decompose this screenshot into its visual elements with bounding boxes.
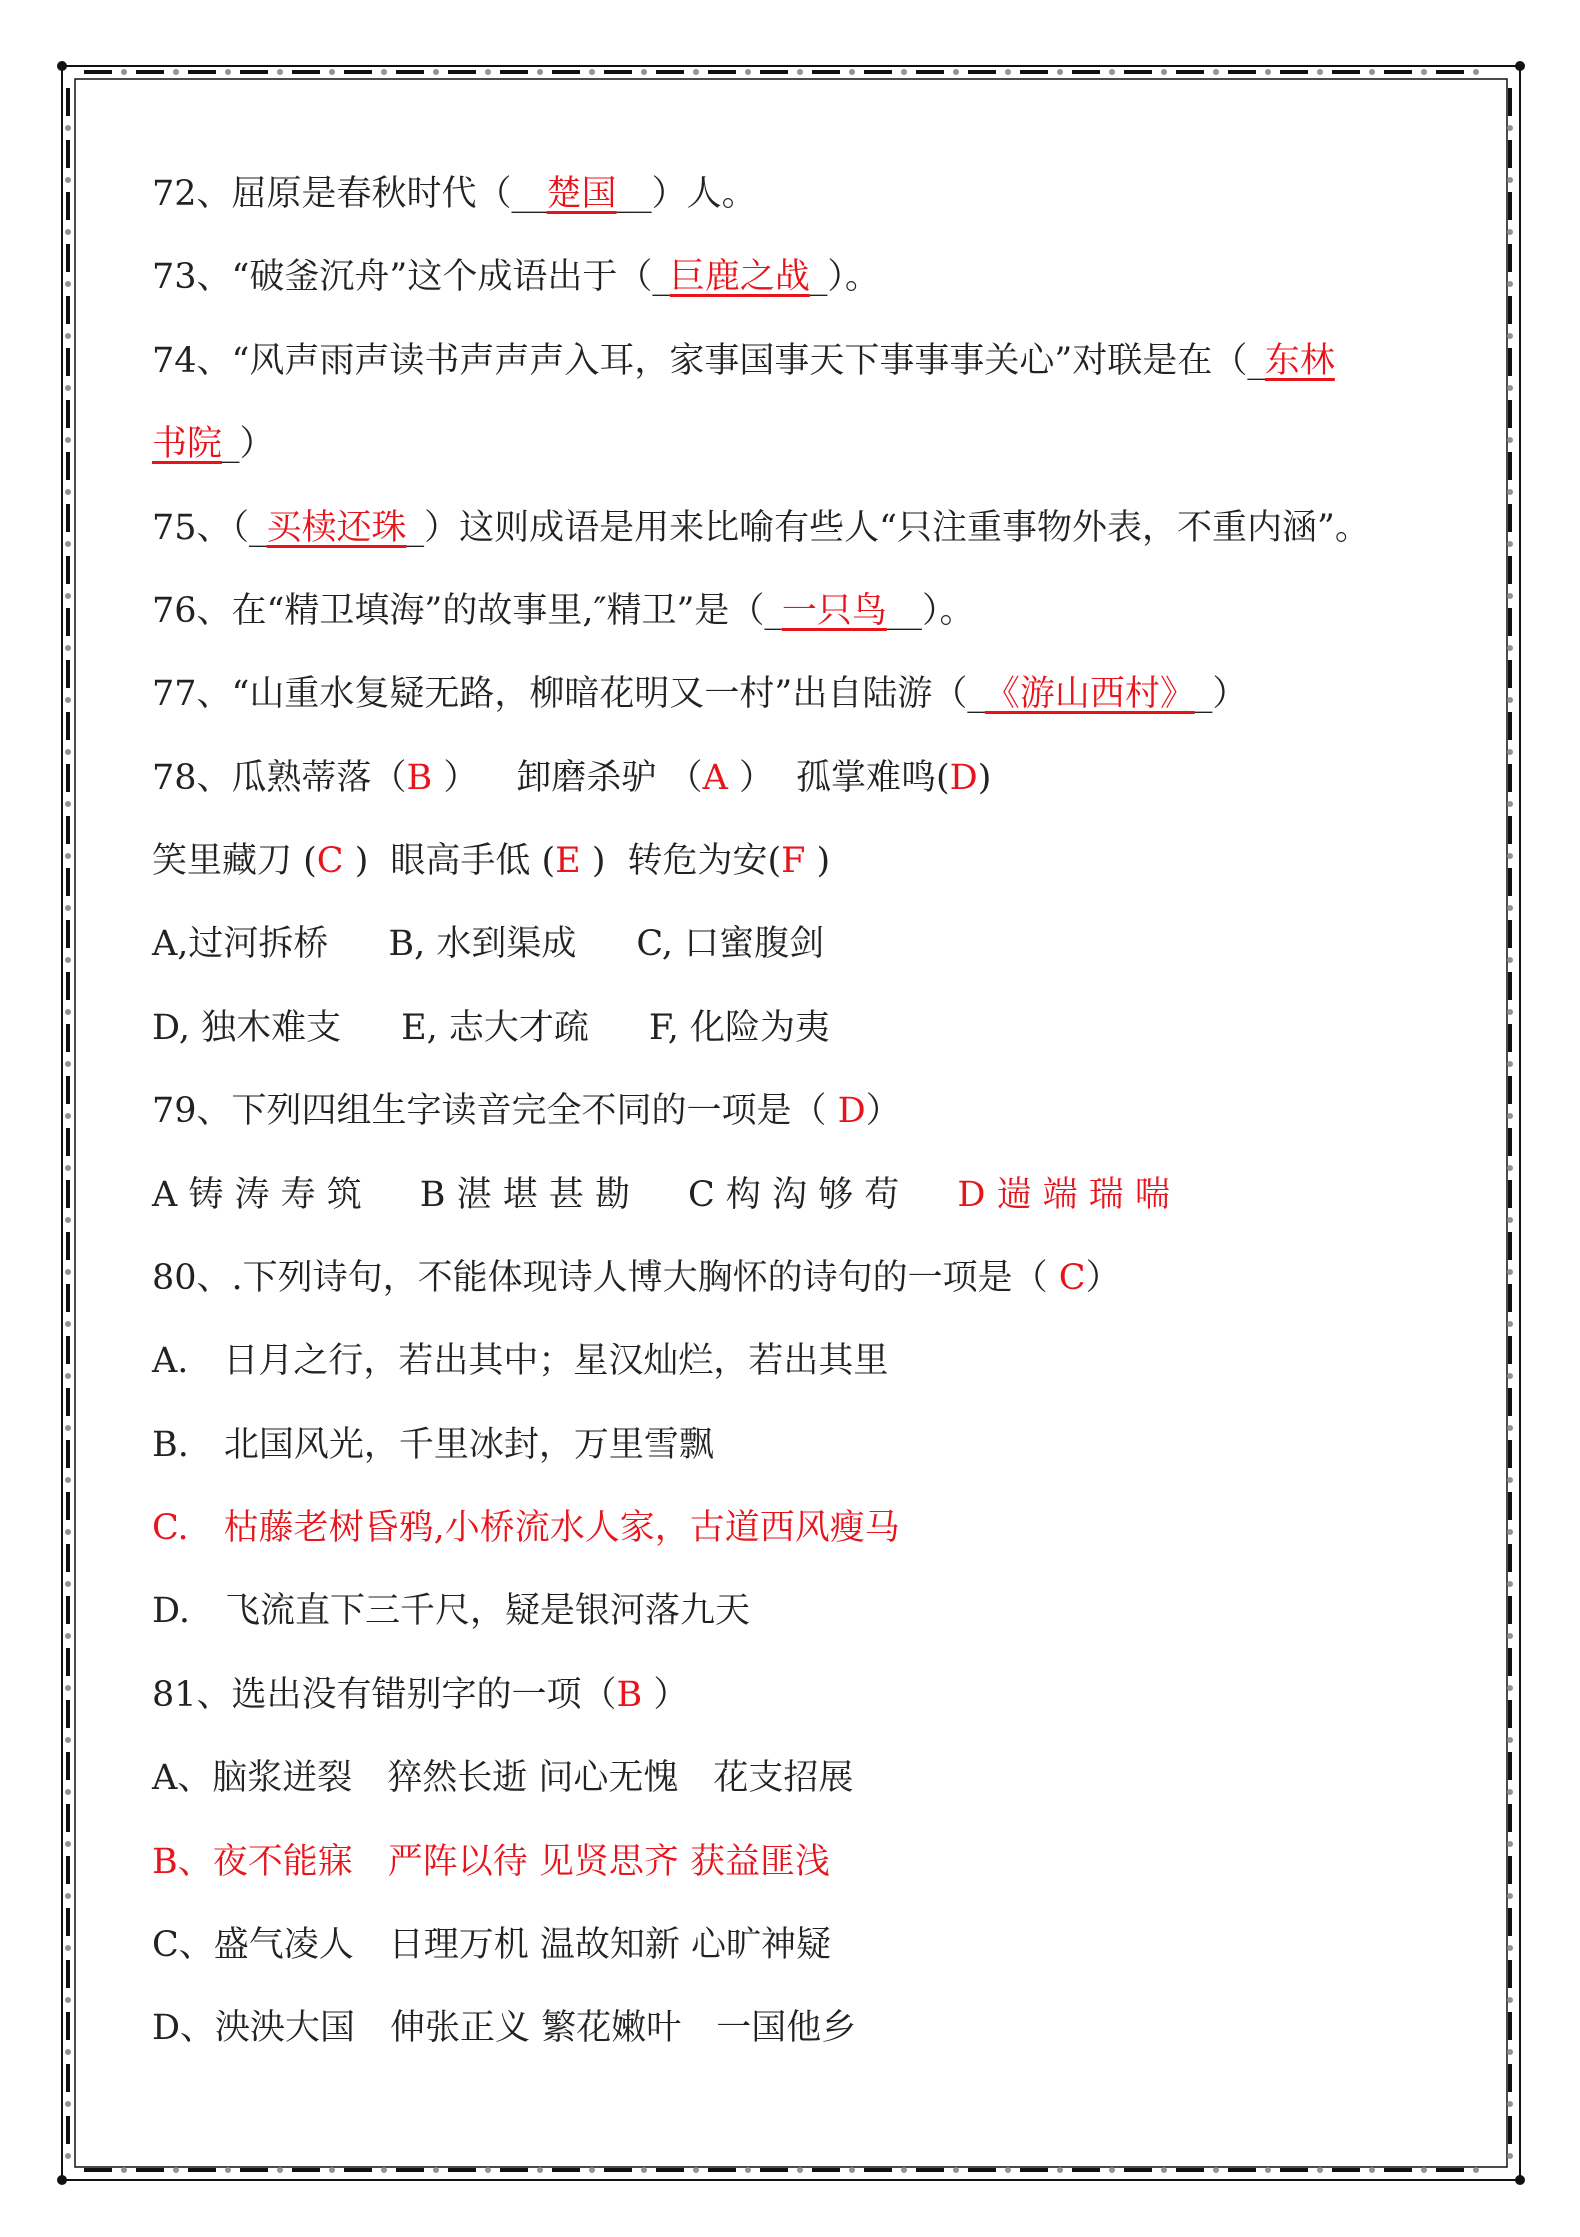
question-79-options: A 铸 涛 寿 筑 B 湛 堪 甚 勘 C 构 沟 够 苟 D 遄 端 瑞 喘	[152, 1175, 1170, 1215]
question-78-options-1: A,过河拆桥 B, 水到渠成 C, 口蜜腹剑	[152, 924, 825, 964]
answer-81: B	[616, 1675, 643, 1715]
question-78-row-2: 笑里藏刀 (C ) 眼高手低 (E ) 转危为安(F )	[152, 841, 831, 881]
answer-80: C	[1047, 1258, 1086, 1298]
question-80-option-c: C. 枯藤老树昏鸦,小桥流水人家，古道西风瘦马	[152, 1508, 900, 1548]
answer-78-2: A	[702, 758, 728, 798]
answer-74-part2: 书院	[152, 424, 223, 464]
question-79: 79、下列四组生字读音完全不同的一项是（ D）	[152, 1091, 901, 1131]
answer-78-6: F	[781, 841, 806, 881]
answer-79-option: D 遄 端 瑞 喘	[957, 1175, 1170, 1215]
question-81-option-a: A、脑浆迸裂 猝然长逝 问心无愧 花支招展	[152, 1758, 854, 1798]
answer-78-1: B	[406, 758, 433, 798]
answer-78-4: C	[316, 841, 344, 881]
question-77: 77、“山重水复疑无路，柳暗花明又一村”出自陆游（_《游山西村》_）	[152, 674, 1248, 714]
question-81: 81、选出没有错别字的一项（B ）	[152, 1675, 689, 1715]
question-78-row-1: 78、瓜熟蒂落（B ） 卸磨杀驴 （A ） 孤掌难鸣(D)	[152, 758, 992, 798]
question-81-option-d: D、泱泱大国 伸张正义 繁花嫩叶 一国他乡	[152, 2008, 857, 2048]
question-74-continued: 书院_）	[152, 424, 275, 464]
question-78-options-2: D, 独木难支 E, 志大才疏 F, 化险为夷	[152, 1008, 830, 1048]
answer-74-part1: 东林	[1264, 341, 1335, 381]
answer-79: D	[826, 1091, 866, 1131]
answer-72: 楚国	[546, 174, 617, 214]
question-80: 80、.下列诗句，不能体现诗人博大胸怀的诗句的一项是（ C）	[152, 1258, 1121, 1298]
question-76: 76、在“精卫填海”的故事里,″精卫”是（_一只鸟__）。	[152, 591, 975, 631]
answer-78-3: D	[949, 758, 978, 798]
question-80-option-a: A. 日月之行，若出其中；星汉灿烂，若出其里	[152, 1341, 889, 1381]
question-73: 73、“破釜沉舟”这个成语出于（_巨鹿之战_）。	[152, 257, 880, 297]
question-81-option-b: B、夜不能寐 严阵以待 见贤思齐 获益匪浅	[152, 1842, 830, 1882]
answer-73: 巨鹿之战	[669, 257, 810, 297]
answer-78-5: E	[555, 841, 581, 881]
question-75: 75、（_买椟还珠_）这则成语是用来比喻有些人“只注重事物外表，不重内涵”。	[152, 508, 1370, 548]
question-74: 74、“风声雨声读书声声声入耳，家事国事天下事事事关心”对联是在（_东林	[152, 341, 1335, 381]
question-80-option-d: D. 飞流直下三千尺，疑是银河落九天	[152, 1591, 750, 1631]
question-81-option-c: C、盛气凌人 日理万机 温故知新 心旷神疑	[152, 1925, 832, 1965]
answer-76: 一只鸟	[781, 591, 887, 631]
question-80-option-b: B. 北国风光，千里冰封，万里雪飘	[152, 1425, 714, 1465]
answer-75: 买椟还珠	[266, 508, 407, 548]
answer-77: 《游山西村》	[984, 674, 1195, 714]
question-72: 72、屈原是春秋时代（__楚国__）人。	[152, 174, 757, 214]
